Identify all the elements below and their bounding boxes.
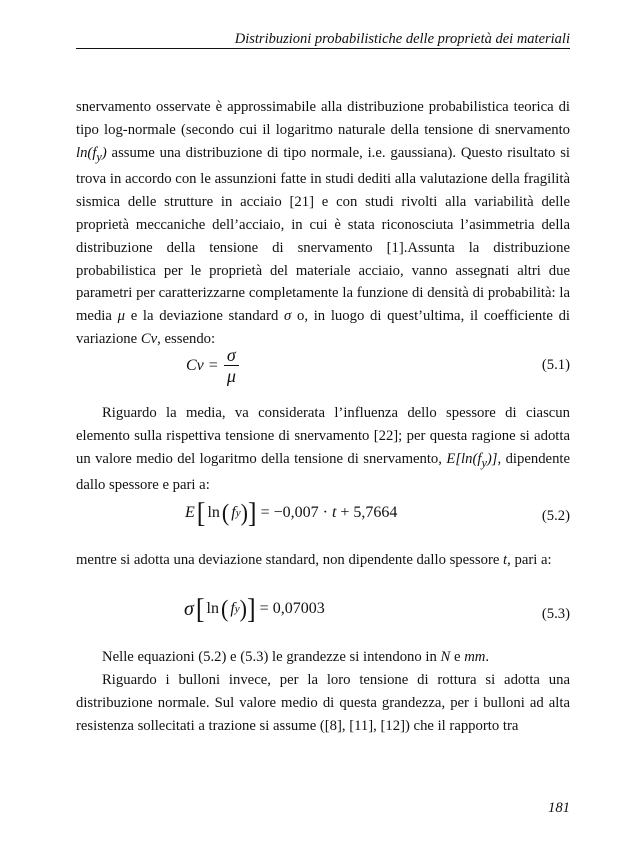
unit-mm: mm (464, 649, 486, 665)
p2-expr-e-ln-fy: $E[\ln(f_y)]$ (446, 450, 498, 470)
eq2-lbracket: [ (196, 496, 206, 529)
symbol-cv: Cv (140, 330, 158, 347)
eq3-lparen: ( (221, 594, 229, 623)
paragraph-deviazione: mentre si adotta una deviazione standard, non dipendente dallo spessore t, pari a: (76, 552, 552, 568)
eq1-equals: = (208, 356, 218, 374)
equation-5-1 (76, 345, 570, 385)
equation-5-3 (76, 592, 570, 636)
eq2-sub-y: y (235, 507, 241, 519)
equation-number-5-3: (5.3) (541, 606, 570, 622)
equation-5-2 (76, 498, 570, 538)
eq3-rbracket: ] (247, 592, 256, 625)
eq1-denominator: μ (226, 366, 236, 386)
eq3-sigma: σ (184, 597, 194, 620)
eq2-f: f (231, 504, 236, 521)
symbol-sigma: σ (284, 308, 292, 325)
eq3-rhs: = 0,07003 (255, 600, 325, 617)
eq1-numerator: σ (224, 345, 239, 366)
paragraph-bulloni: Riguardo i bulloni invece, per la loro tensione di rottura si adotta una distribuzione normale. Sul valore medio di questa grandezza, per i bulloni ad alta resistenza sollecitati a trazione si assume ([8], [11], [12]) che il rapporto tra (76, 672, 570, 734)
header-rule (76, 48, 570, 49)
eq2-ln: ln (207, 504, 220, 521)
symbol-mu: μ (117, 308, 125, 325)
eq2-rparen: ) (240, 498, 248, 527)
paragraph-units: Nelle equazioni (5.2) e (5.3) le grandezze si intendono in N e mm. (102, 649, 490, 665)
eq3-sub-y: y (234, 603, 240, 615)
eq2-rhs-part1: = −0,007 · (256, 504, 332, 521)
running-header: Distribuzioni probabilistiche delle proprietà dei materiali (234, 31, 570, 47)
eq3-ln: ln (206, 600, 219, 617)
eq2-lparen: ( (221, 498, 230, 527)
eq2-rhs-part2: + 5,7664 (336, 504, 398, 521)
p1-text-a: snervamento osservate è approssimabile alla distribuzione probabilistica teorica di tipo log-normale (secondo cui il logaritmo naturale della tensione di snervamento (76, 99, 570, 138)
p1-text-b: assume una distribuzione di tipo normale, i.e. gaussiana). Questo risultato si trova in accordo con le assunzioni fatte in studi dediti alla valutazione della fragilità sismica delle strutture in acciaio [21] e con studi rivolti alla variabilità delle proprietà meccaniche dell’acciaio, in cui è stata riconosciuta l’asimmetria della distribuzione della tensione di snervamento [1].Assunta la distribuzione probabilistica per le proprietà del materiale acciaio, vanno assegnati altri due parametri per caratterizzarne completamente la funzione di densità di probabilità: la media (76, 144, 570, 325)
p1-expr-ln-fy: $\ln(f_y)$ (76, 144, 107, 164)
eq1-fraction (224, 345, 239, 386)
eq2-t: t (331, 504, 337, 521)
eq1-lhs: Cv (186, 356, 204, 374)
paragraph-media: Riguardo la media, va considerata l’influenza dello spessore di ciascun elemento sulla rispettiva tensione di snervamento [22]; per questa ragione si adotta un valore medio del logaritmo della tensione di snervamento, $E[\ln(f_y)]$, dipendente dallo spessore e pari a: (76, 405, 571, 494)
eq2-rbracket: ] (247, 496, 257, 529)
eq3-lbracket: [ (195, 592, 205, 625)
p3-t: t (503, 552, 508, 568)
eq3-rparen: ) (239, 594, 247, 623)
page-number: 181 (547, 800, 570, 816)
eq2-e: E (185, 504, 195, 521)
eq3-f: f (230, 600, 235, 617)
paragraph-lognormal: snervamento osservate è approssimabile alla distribuzione probabilistica teorica di tipo log-normale (secondo cui il logaritmo naturale della tensione di snervamento $\ln(f_y)$ assume una distribuzione di tipo normale, i.e. gaussiana). Questo risultato si trova in accordo con le assunzioni fatte in studi dediti alla valutazione della fragilità sismica delle strutture in acciaio [21] e con studi rivolti alla variabilità delle proprietà meccaniche dell’acciaio, in cui è stata riconosciuta l’asimmetria della distribuzione della tensione di snervamento [1].Assunta la distribuzione probabilistica per le proprietà del materiale acciaio, vanno assegnati altri due parametri per caratterizzarne completamente la funzione di densità di probabilità: la media μ e la deviazione standard σ o, in luogo di quest’ultima, il coefficiente di variazione Cv, essendo: (76, 99, 571, 347)
equation-number-5-2: (5.2) (541, 508, 570, 524)
equation-number-5-1: (5.1) (541, 357, 570, 373)
unit-n: N (440, 649, 451, 665)
